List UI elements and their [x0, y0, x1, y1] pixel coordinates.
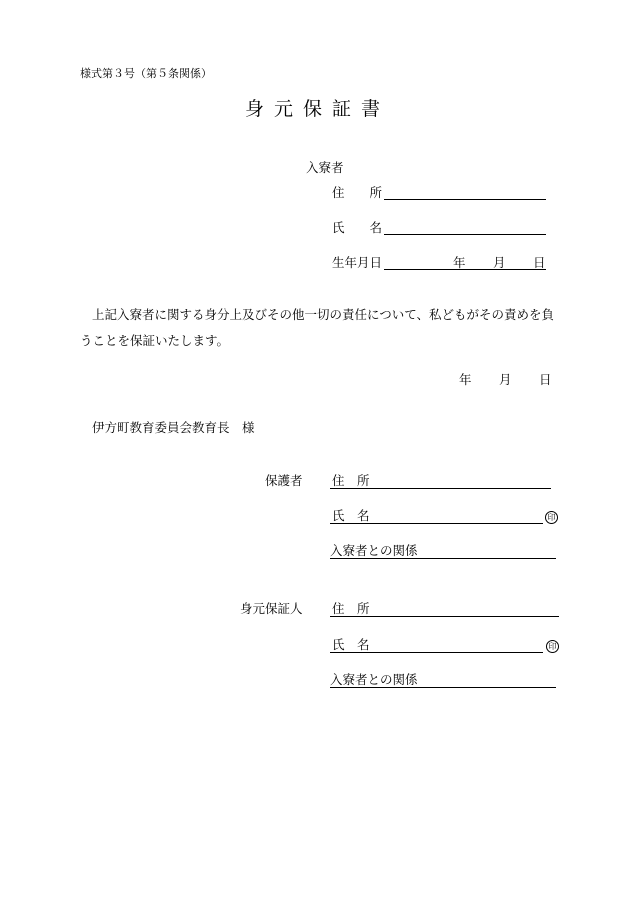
resident-name-label: 氏 名: [332, 220, 383, 235]
form-number: 様式第３号（第５条関係）: [80, 67, 212, 80]
date-day: 日: [539, 372, 552, 387]
guarantor-name-label: 氏 名: [332, 637, 370, 652]
guardian-name-label: 氏 名: [332, 508, 370, 523]
resident-heading: 入寮者: [306, 160, 344, 175]
resident-birth-year: 年: [453, 255, 466, 270]
guarantor-relation-line[interactable]: [330, 687, 556, 688]
guarantor-address-line[interactable]: [330, 616, 559, 617]
resident-birthdate-label: 生年月日: [332, 255, 383, 270]
guardian-relation-label: 入寮者との関係: [330, 543, 418, 558]
date-year: 年: [459, 372, 472, 387]
guardian-seal-mark: 印: [545, 511, 558, 524]
guardian-address-line[interactable]: [330, 488, 551, 489]
resident-address-line[interactable]: [384, 199, 546, 200]
guarantor-heading: 身元保証人: [240, 601, 303, 616]
resident-birth-month: 月: [493, 255, 506, 270]
guarantor-address-label: 住 所: [332, 601, 370, 616]
addressee: 伊方町教育委員会教育長 様: [92, 420, 255, 435]
guarantor-relation-label: 入寮者との関係: [330, 672, 418, 687]
document-title: 身元保証書: [245, 98, 391, 120]
guarantee-statement: 上記入寮者に関する身分上及びその他一切の責任について、私どもがその責めを負うことを保証いたします。: [80, 307, 555, 348]
guarantor-name-line[interactable]: [330, 652, 543, 653]
date-month: 月: [499, 372, 512, 387]
guardian-address-label: 住 所: [332, 473, 370, 488]
resident-birth-day: 日: [533, 255, 546, 270]
guardian-name-line[interactable]: [330, 523, 543, 524]
resident-address-label: 住 所: [332, 185, 383, 200]
guardian-relation-line[interactable]: [330, 558, 556, 559]
resident-name-line[interactable]: [384, 234, 546, 235]
guardian-heading: 保護者: [265, 473, 303, 488]
guarantor-seal-mark: 印: [546, 640, 559, 653]
